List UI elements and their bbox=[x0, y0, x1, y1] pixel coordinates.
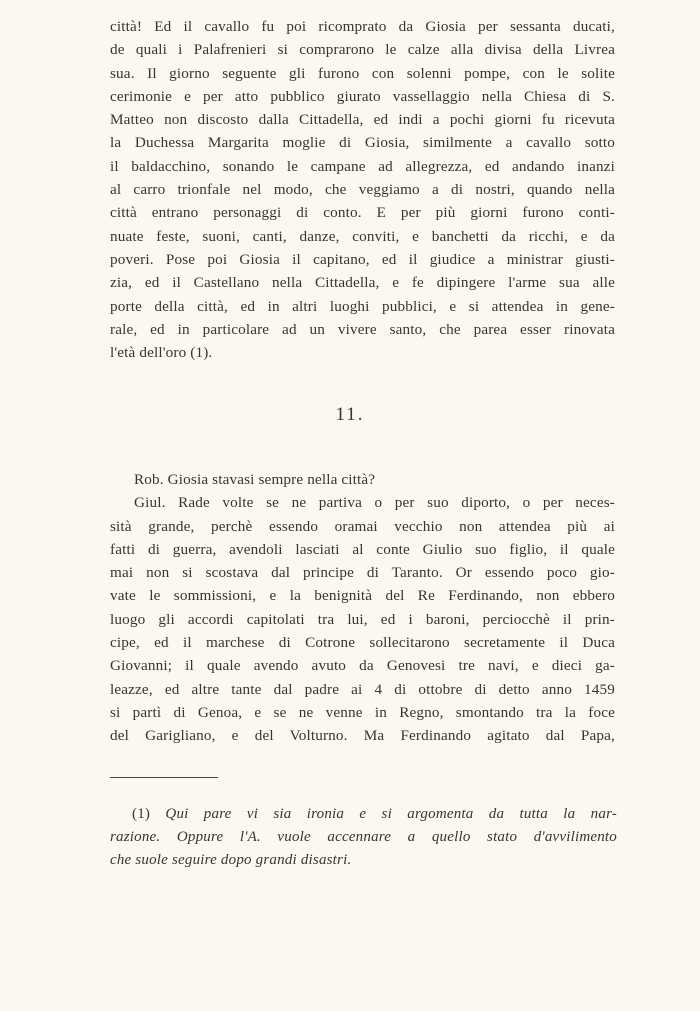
text-line: cerimonie e per atto pubblico giurato vassellaggio nella Chiesa di S. bbox=[110, 87, 615, 105]
footnote-line: che suole seguire dopo grandi disastri. bbox=[110, 852, 352, 868]
footnote-marker: (1) bbox=[132, 806, 151, 822]
footnote-text: Qui pare vi sia ironia e si argomenta da tutta la nar- bbox=[165, 806, 617, 822]
text-line: vate le sommissioni, e la benignità del Re Ferdinando, non ebbero bbox=[110, 587, 615, 605]
section-number: 11. bbox=[335, 404, 365, 425]
text-line: al carro trionfale nel modo, che veggiamo a di nostri, quando nella bbox=[110, 181, 615, 199]
text-line: sua. Il giorno seguente gli furono con solenni pompe, con le solite bbox=[110, 64, 615, 82]
paragraph-dialogue bbox=[110, 468, 615, 748]
text-line: la Duchessa Margarita moglie di Giosia, similmente a cavallo sotto bbox=[110, 134, 615, 152]
text-line: nuate feste, suoni, canti, danze, conviti, e banchetti da ricchi, e da bbox=[110, 227, 615, 245]
text-line: de quali i Palafrenieri si comprarono le calze alla divisa della Livrea bbox=[110, 41, 615, 59]
text-line: cipe, ed il marchese di Cotrone sollecitarono secretamente il Duca bbox=[110, 634, 615, 652]
text-line: città entrano personaggi di conto. E per più giorni furono conti- bbox=[110, 204, 615, 222]
text-line: fatti di guerra, avendoli lasciati al conte Giulio suo figlio, il quale bbox=[110, 540, 615, 558]
text-line: zia, ed il Castellano nella Cittadella, e fe dipingere l'arme sua alle bbox=[110, 274, 615, 292]
text-line: Giul. Rade volte se ne partiva o per suo diporto, o per neces- bbox=[134, 494, 615, 512]
text-line: del Garigliano, e del Volturno. Ma Ferdinando agitato dal Papa, bbox=[110, 727, 615, 745]
text-line: mai non si scostava dal principe di Taranto. Or essendo poco gio- bbox=[110, 564, 615, 582]
text-line: Rob. Giosia stavasi sempre nella città? bbox=[134, 471, 376, 488]
footnote-line: razione. Oppure l'A. vuole accennare a quello stato d'avvilimento bbox=[110, 829, 617, 845]
text-line: Matteo non discosto dalla Cittadella, ed indi a pochi giorni fu ricevuta bbox=[110, 111, 615, 129]
text-line: luogo gli accordi capitolati tra lui, ed i baroni, perciocchè il prin- bbox=[110, 610, 615, 628]
text-line: si partì di Genoa, e se ne venne in Regno, smontando tra la foce bbox=[110, 703, 615, 721]
text-line: sità grande, perchè essendo oramai vecchio non attendea più ai bbox=[110, 517, 615, 535]
footnote bbox=[110, 803, 617, 872]
paragraph-top bbox=[110, 15, 615, 364]
footnote-line bbox=[110, 803, 617, 826]
text-line: Giovanni; il quale avendo avuto da Genovesi tre navi, e dieci ga- bbox=[110, 657, 615, 675]
text-line: poveri. Pose poi Giosia il capitano, ed il giudice a ministrar giusti- bbox=[110, 250, 615, 268]
text-line: il baldacchino, sonando le campane ad allegrezza, ed andando inanzi bbox=[110, 157, 615, 175]
text-line: città! Ed il cavallo fu poi ricomprato da Giosia per sessanta ducati, bbox=[110, 18, 615, 35]
text-line: porte della città, ed in altri luoghi pubblici, e si attendea in gene- bbox=[110, 297, 615, 315]
text-line: rale, ed in particolare ad un vivere santo, che parea esser rinovata bbox=[110, 320, 615, 338]
text-line: leazze, ed altre tante dal padre ai 4 di ottobre di detto anno 1459 bbox=[110, 680, 615, 698]
text-line: l'età dell'oro (1). bbox=[110, 344, 213, 362]
footnote-rule bbox=[110, 777, 218, 778]
